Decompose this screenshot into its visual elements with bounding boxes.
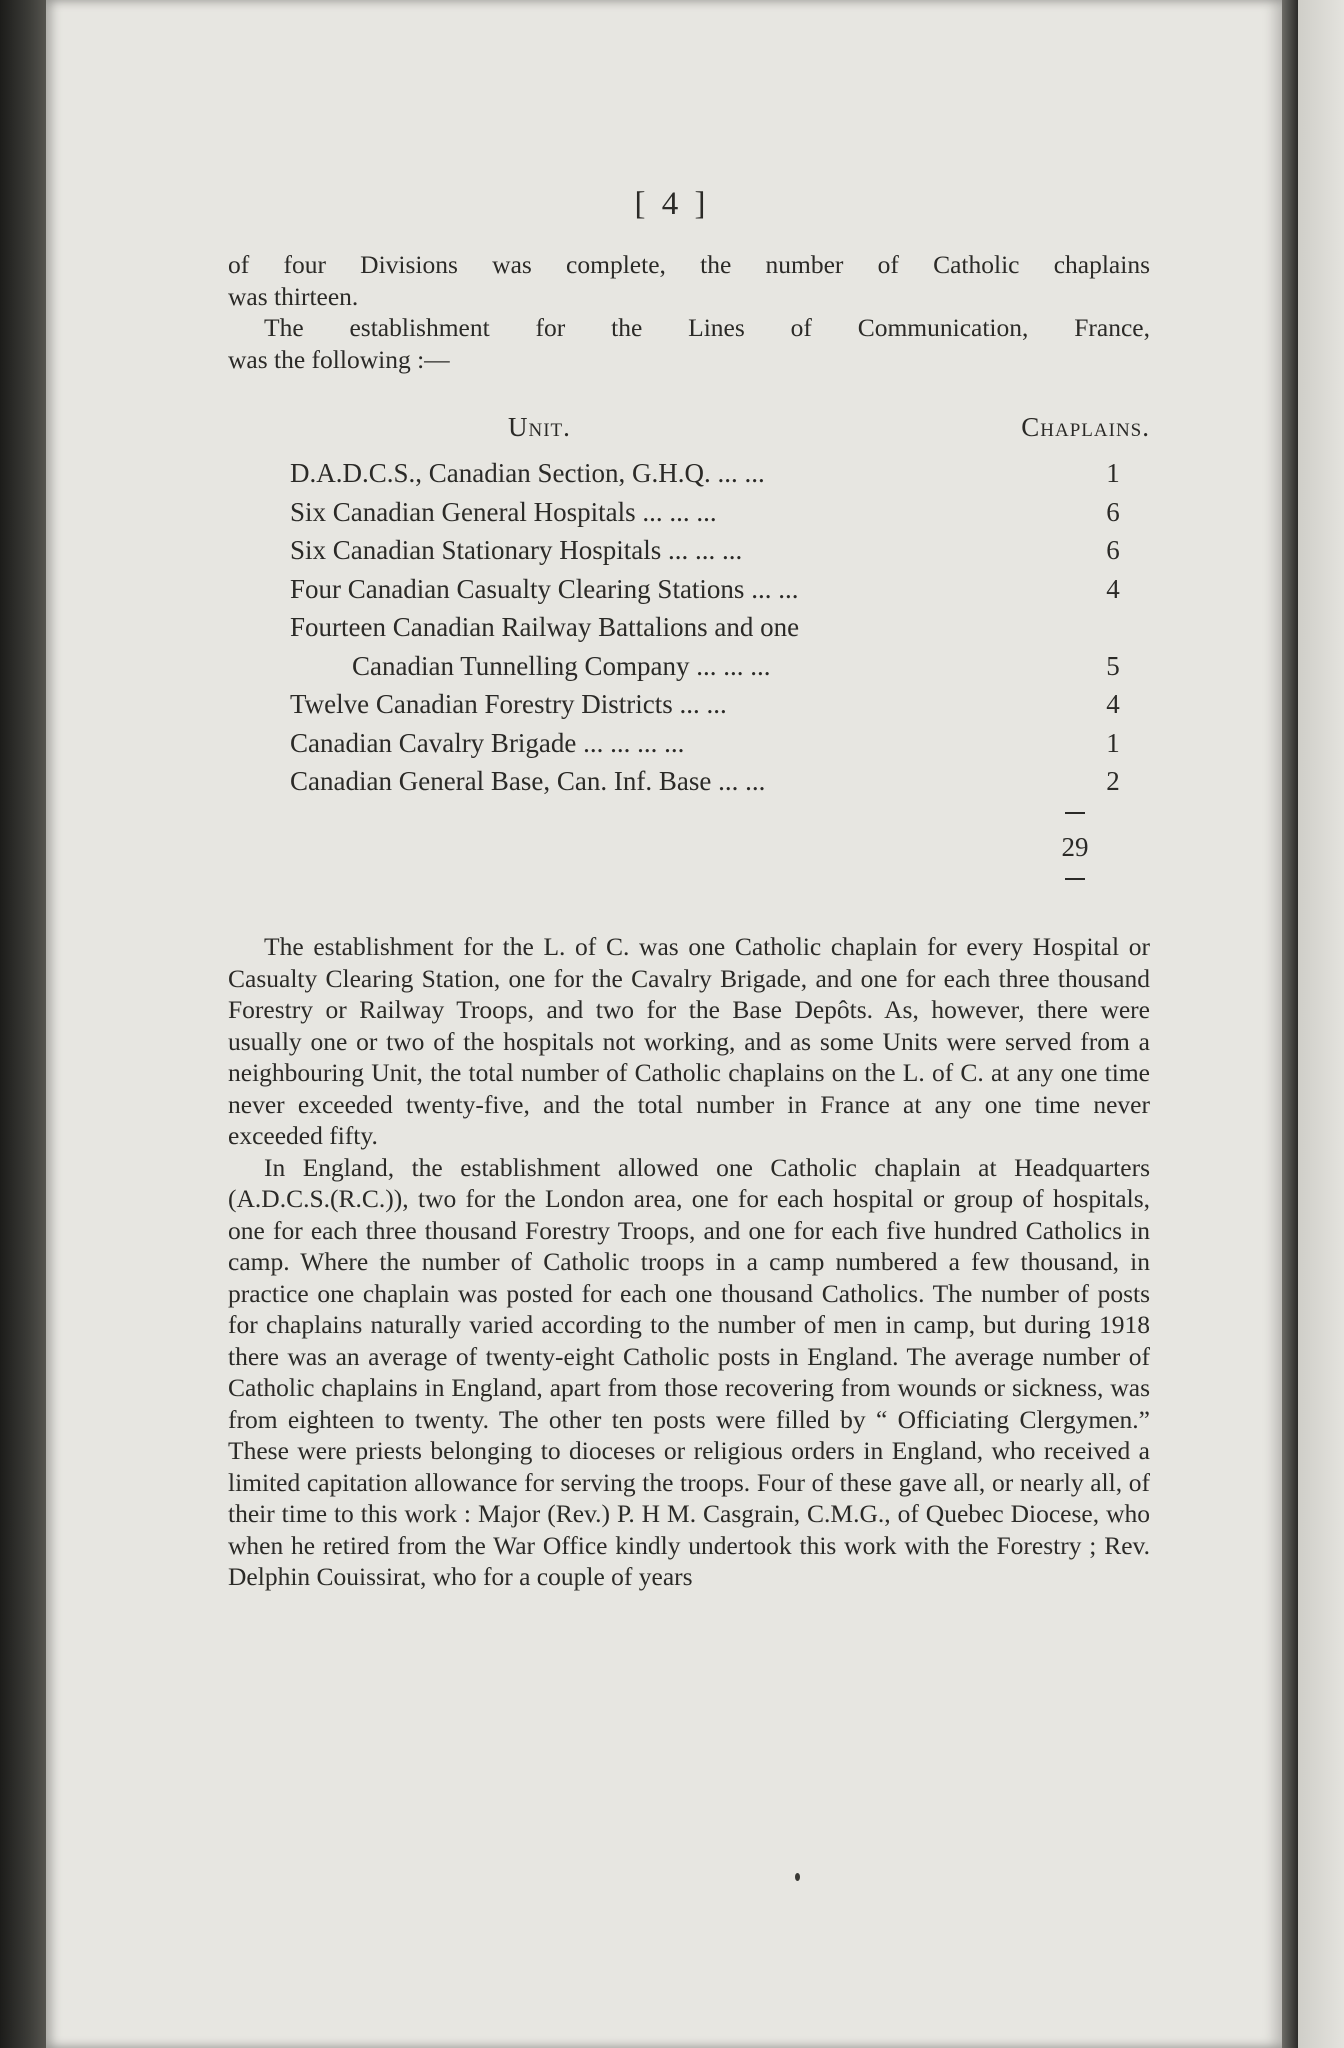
table-row (290, 608, 1150, 647)
row-unit: Four Canadian Casualty Clearing Stations ... ... (290, 573, 799, 604)
body-text (228, 931, 1150, 1593)
row-count: 6 (1106, 496, 1120, 527)
row-count: 1 (1106, 458, 1120, 488)
ink-speck (795, 1873, 800, 1881)
paragraph: In England, the establishment allowed one Catholic chaplain at Headquarters (A.D.C.S.(R.C.)), two for the London area, one for each hospital or group of hospitals, one for each three thousand Forestry Troops, and one for each five hundred Catholics in camp. Where the number of Catholic troops in a camp numbered a few thousand, in practice one chaplain was posted for each one thousand Catholics. The number of posts for chaplains naturally varied according to the number of men in camp, but during 1918 there was an average of twenty-eight Catholic posts in England. The average number of Catholic chaplains in England, apart from those recovering from wounds or sickness, was from eighteen to twenty. The other ten posts were filled by “ Officiating Clergymen.” These were priests belonging to dioceses or religious orders in England, who received a limited capitation allowance for serving the troops. Four of these gave all, or nearly all, of their time to this work : Major (Rev.) P. H M. Casgrain, C.M.G., of Quebec Diocese, who when he retired from the War Office kindly undertook this work with the Forestry ; Rev. Delphin Couissirat, who for a couple of years (228, 1152, 1150, 1591)
row-count: 1 (1106, 727, 1120, 758)
table-row (290, 493, 1150, 532)
row-count: 4 (1106, 689, 1120, 719)
row-unit: Twelve Canadian Forestry Districts ... ... (290, 689, 727, 719)
row-unit: Six Canadian Stationary Hospitals ... ... ... (290, 535, 743, 565)
header-chaplains: Chaplains. (1021, 412, 1150, 442)
page-number: [ 4 ] (634, 186, 710, 222)
table-header (290, 412, 1150, 454)
total-rule-top (1065, 812, 1085, 814)
intro-line: was thirteen. (228, 281, 359, 311)
row-unit: Canadian General Base, Can. Inf. Base ... ... (290, 766, 766, 796)
table-row (290, 570, 1150, 609)
table-row (290, 531, 1150, 570)
table-total: 29 (1061, 832, 1089, 862)
row-count: 4 (1106, 573, 1120, 604)
row-count: 5 (1106, 650, 1120, 681)
intro-text (228, 249, 1150, 375)
row-count: 2 (1106, 766, 1120, 796)
row-count: 6 (1106, 535, 1120, 565)
row-unit: Six Canadian General Hospitals ... ... ... (290, 496, 717, 527)
table-row (290, 762, 1150, 801)
paragraph: The establishment for the L. of C. was one Catholic chaplain for every Hospital or Casualty Clearing Station, one for the Cavalry Brigade, and one for each three thousand Forestry or Railway Troops, and two for the Base Depôts. As, however, there were usually one or two of the hospitals not working, and as some Units were served from a neighbouring Unit, the total number of Catholic chaplains on the L. of C. at any one time never exceeded twenty-five, and the total number in France at any one time never exceeded fifty. (228, 932, 1150, 1150)
page-gutter-shadow (1282, 0, 1298, 2048)
intro-line: of four Divisions was complete, the number of Catholic chaplains (228, 250, 1150, 279)
scan-left-edge (0, 0, 46, 2048)
establishment-table (290, 412, 1150, 801)
total-rule-bottom (1065, 878, 1085, 880)
table-row (290, 685, 1150, 724)
row-unit: D.A.D.C.S., Canadian Section, G.H.Q. ... ... (290, 458, 765, 488)
intro-line: The establishment for the Lines of Communication, France, (264, 313, 1150, 342)
table-row (290, 724, 1150, 763)
row-unit: Canadian Tunnelling Company ... ... ... (352, 650, 771, 681)
row-unit: Fourteen Canadian Railway Battalions and one (290, 612, 800, 642)
table-row (290, 647, 1150, 686)
next-page-edge (1298, 0, 1344, 2048)
row-unit: Canadian Cavalry Brigade ... ... ... ... (290, 727, 685, 758)
intro-line: was the following :— (228, 344, 450, 374)
header-unit: Unit. (508, 412, 571, 442)
table-row (290, 454, 1150, 493)
